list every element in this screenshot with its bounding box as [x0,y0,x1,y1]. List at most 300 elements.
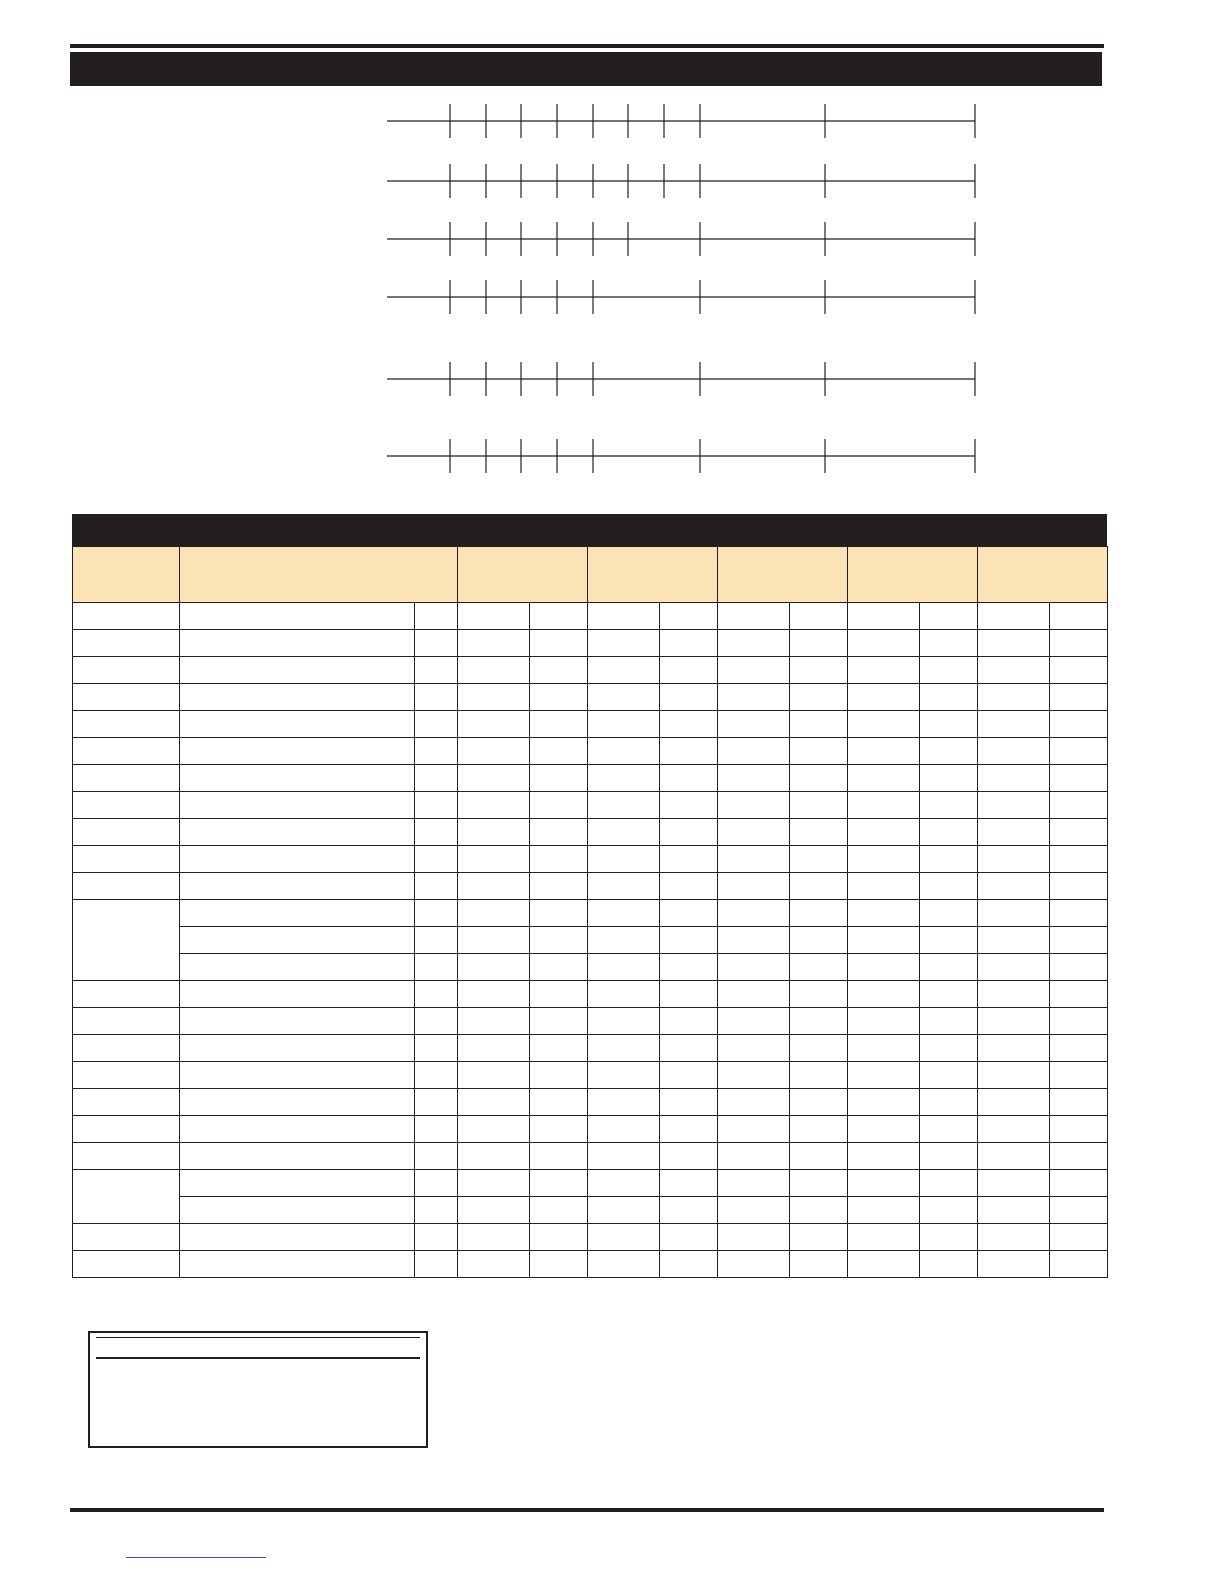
table-cell [415,846,458,873]
table-cell [1050,1116,1108,1143]
table-cell [1050,1035,1108,1062]
table-cell [718,981,790,1008]
table-cell [415,1224,458,1251]
table-cell [73,792,180,819]
table-cell [1050,1224,1108,1251]
table-cell [458,1170,530,1197]
table-cell [588,738,660,765]
table-cell [73,1224,180,1251]
table-cell [920,927,978,954]
table-cell [530,846,588,873]
table-cell [458,603,530,630]
table-row [73,684,1108,711]
table-cell [458,954,530,981]
table-cell [920,684,978,711]
table-cell [978,765,1050,792]
table-cell [415,765,458,792]
table-cell [978,981,1050,1008]
table-cell [458,765,530,792]
table-cell [530,792,588,819]
table-cell [1050,792,1108,819]
table-cell [978,1197,1050,1224]
header-cell-4 [588,547,718,603]
table-cell [848,819,920,846]
table-cell [73,873,180,900]
table-cell [920,1116,978,1143]
table-cell [458,1035,530,1062]
note-rule-top [96,1337,420,1338]
table-cell [848,846,920,873]
table-cell [415,711,458,738]
header-cell-2 [180,547,458,603]
table-cell [660,657,718,684]
table-cell [718,900,790,927]
table-cell [920,873,978,900]
table-cell [790,603,848,630]
header-cell-6 [848,547,978,603]
table-cell [718,1008,790,1035]
table-cell [415,927,458,954]
table-cell [458,981,530,1008]
table-cell [180,1062,415,1089]
table-cell [848,792,920,819]
table-cell [790,630,848,657]
table-cell [180,792,415,819]
table-cell [588,873,660,900]
table-cell [180,819,415,846]
table-cell [1050,819,1108,846]
table-cell [920,981,978,1008]
table-cell [660,1062,718,1089]
table-cell [458,819,530,846]
table-cell [978,846,1050,873]
table-row [73,954,1108,981]
table-cell [588,846,660,873]
table-cell [415,1116,458,1143]
table-cell [920,954,978,981]
table-cell [718,1251,790,1278]
table-row [73,1008,1108,1035]
table-cell [530,711,588,738]
table-cell [978,630,1050,657]
table-cell [458,1143,530,1170]
table-cell [718,1116,790,1143]
table-cell [530,738,588,765]
table-cell [180,1224,415,1251]
table-cell [588,1089,660,1116]
table-cell [978,1035,1050,1062]
table-cell [588,1224,660,1251]
table-cell [920,1035,978,1062]
table-cell [588,1143,660,1170]
table-cell [920,657,978,684]
table-row [73,603,1108,630]
table-cell [588,900,660,927]
table-cell [790,846,848,873]
table-cell [530,927,588,954]
table-row [73,1197,1108,1224]
table-cell [848,1197,920,1224]
table-cell [920,819,978,846]
table-cell [588,1251,660,1278]
table-cell [920,711,978,738]
table-cell [660,981,718,1008]
table-cell [530,873,588,900]
table-cell [790,792,848,819]
table-cell [978,927,1050,954]
table-cell [1050,846,1108,873]
table-header-row [73,547,1108,603]
table-cell [718,792,790,819]
table-cell [1050,684,1108,711]
table-cell [848,1170,920,1197]
table-cell [660,819,718,846]
table-cell [73,657,180,684]
table-cell [73,846,180,873]
note-box [88,1331,428,1448]
table-cell [790,954,848,981]
table-cell [588,630,660,657]
table-cell [588,765,660,792]
table-cell [790,1062,848,1089]
table-cell [660,711,718,738]
table-cell [790,873,848,900]
table-cell [458,1224,530,1251]
data-table [72,546,1108,1278]
table-cell [180,1008,415,1035]
table-cell [978,684,1050,711]
page-title-bar [70,52,1102,86]
table-cell [978,819,1050,846]
table-cell [458,684,530,711]
table-cell [530,1170,588,1197]
table-row [73,792,1108,819]
table-cell [848,1035,920,1062]
table-cell [848,1251,920,1278]
table-cell [718,603,790,630]
table-cell [790,1116,848,1143]
table-row [73,1170,1108,1197]
table-row [73,927,1108,954]
table-cell [790,1251,848,1278]
table-row [73,738,1108,765]
table-cell [790,738,848,765]
table-cell [588,819,660,846]
table-cell [1050,900,1108,927]
table-cell [978,1008,1050,1035]
table-cell [530,900,588,927]
table-cell [978,1062,1050,1089]
table-cell [73,1035,180,1062]
table-cell [1050,765,1108,792]
table-cell [848,657,920,684]
table-cell [660,1170,718,1197]
table-cell [790,711,848,738]
table-cell [1050,1062,1108,1089]
table-cell [978,738,1050,765]
table-cell [660,1143,718,1170]
table-cell [660,1251,718,1278]
table-cell [73,1143,180,1170]
table-cell [660,1089,718,1116]
table-cell [588,1116,660,1143]
table-cell [660,1224,718,1251]
table-row [73,1143,1108,1170]
table-cell [415,1251,458,1278]
table-cell [458,1251,530,1278]
table-cell [458,873,530,900]
table-cell [718,765,790,792]
bottom-rule [70,1508,1104,1512]
table-cell [978,792,1050,819]
table-cell [978,1224,1050,1251]
table-cell [920,792,978,819]
table-cell [415,1062,458,1089]
table-cell [588,603,660,630]
table-row [73,1224,1108,1251]
table-cell [73,738,180,765]
table-cell [73,1062,180,1089]
table-cell [920,1197,978,1224]
table-cell [848,630,920,657]
table-cell [415,684,458,711]
table-cell [978,873,1050,900]
table-cell [978,1170,1050,1197]
table-cell [180,1035,415,1062]
table-cell [415,630,458,657]
table-cell [458,792,530,819]
table-cell [1050,981,1108,1008]
table-cell [530,981,588,1008]
table-cell [920,1062,978,1089]
table-cell [718,1089,790,1116]
table-cell [588,1008,660,1035]
table-cell [790,900,848,927]
note-rule-bottom [96,1357,420,1359]
table-cell [848,927,920,954]
table-cell [848,765,920,792]
table-cell [180,765,415,792]
table-row [73,873,1108,900]
table-cell [920,1089,978,1116]
table-cell [458,711,530,738]
table-cell [415,900,458,927]
table-cell [415,603,458,630]
table-cell [978,1116,1050,1143]
table-cell [180,927,415,954]
table-row [73,819,1108,846]
table-row [73,1251,1108,1278]
table-cell [458,1062,530,1089]
table-cell [415,657,458,684]
table-cell [530,954,588,981]
table-cell [180,1143,415,1170]
table-cell [588,1062,660,1089]
table-cell [180,981,415,1008]
table-row [73,1116,1108,1143]
table-cell [718,1224,790,1251]
table-cell [458,1197,530,1224]
table-row [73,846,1108,873]
header-cell-7 [978,547,1108,603]
table-cell [180,1089,415,1116]
table-cell [73,630,180,657]
table-cell [660,1116,718,1143]
table-cell [660,684,718,711]
table-cell [718,819,790,846]
table-cell [73,711,180,738]
table-cell [530,1224,588,1251]
table-cell [790,927,848,954]
table-cell [1050,927,1108,954]
table-cell [790,981,848,1008]
table-cell [978,711,1050,738]
table-row [73,1089,1108,1116]
table-row [73,765,1108,792]
table-cell [415,1197,458,1224]
table-cell [530,1197,588,1224]
table-cell [530,1143,588,1170]
table-cell [660,738,718,765]
table-cell [530,630,588,657]
table-cell [848,954,920,981]
table-cell [790,684,848,711]
table-cell [920,1224,978,1251]
table-cell [415,954,458,981]
table-cell [180,1170,415,1197]
table-cell [718,1197,790,1224]
table-cell [530,1008,588,1035]
table-cell [1050,873,1108,900]
table-cell [588,1197,660,1224]
table-cell [180,900,415,927]
table-row [73,630,1108,657]
table-cell [73,1116,180,1143]
table-cell [848,873,920,900]
table-cell [1050,630,1108,657]
table-cell [790,1224,848,1251]
table-cell [180,1251,415,1278]
table-cell [73,819,180,846]
table-cell [920,1251,978,1278]
table-cell [180,954,415,981]
table-cell [1050,1170,1108,1197]
table-cell [588,927,660,954]
table-cell [790,765,848,792]
table-cell [458,1089,530,1116]
table-row [73,657,1108,684]
table-cell [718,927,790,954]
table-cell [920,1008,978,1035]
table-cell [1050,603,1108,630]
table-cell [458,657,530,684]
table-cell [920,603,978,630]
table-cell [848,1062,920,1089]
table-cell [660,630,718,657]
table-cell [415,792,458,819]
table-cell [588,954,660,981]
table-cell [790,657,848,684]
table-cell [458,1008,530,1035]
table-cell [180,657,415,684]
table-cell [1050,1197,1108,1224]
table-cell [1050,1008,1108,1035]
footer-link-underline[interactable] [126,1557,266,1558]
table-cell [415,1008,458,1035]
table-cell [588,684,660,711]
table-cell [790,1089,848,1116]
table-cell [718,954,790,981]
table-cell [73,900,180,981]
table-cell [415,1035,458,1062]
table-cell [718,846,790,873]
table-cell [920,738,978,765]
table-cell [790,819,848,846]
table-cell [660,765,718,792]
table-cell [660,873,718,900]
table-cell [790,1035,848,1062]
table-cell [530,819,588,846]
table-cell [458,1116,530,1143]
table-cell [458,900,530,927]
table-cell [458,846,530,873]
table-cell [588,792,660,819]
table-cell [660,1008,718,1035]
table-cell [73,1170,180,1224]
table-cell [530,603,588,630]
table-cell [180,603,415,630]
table-cell [73,1008,180,1035]
table-cell [978,603,1050,630]
table-cell [530,1251,588,1278]
table-cell [790,1143,848,1170]
table-cell [848,1008,920,1035]
table-cell [415,1170,458,1197]
table-title-bar [72,514,1107,546]
table-cell [1050,738,1108,765]
table-cell [660,954,718,981]
table-cell [718,1035,790,1062]
table-cell [588,657,660,684]
table-cell [530,1062,588,1089]
table-cell [1050,657,1108,684]
table-cell [718,684,790,711]
table-cell [588,1170,660,1197]
table-cell [180,1197,415,1224]
table-cell [1050,1251,1108,1278]
table-cell [978,1251,1050,1278]
table-cell [848,1116,920,1143]
table-cell [660,603,718,630]
table-cell [415,738,458,765]
table-cell [848,684,920,711]
table-cell [790,1008,848,1035]
table-cell [588,1035,660,1062]
table-cell [848,1224,920,1251]
table-cell [1050,1143,1108,1170]
table-cell [415,819,458,846]
table-cell [530,1116,588,1143]
table-row [73,1062,1108,1089]
header-cell-5 [718,547,848,603]
table-cell [718,657,790,684]
table-cell [415,981,458,1008]
table-cell [660,900,718,927]
table-cell [848,738,920,765]
table-cell [73,684,180,711]
table-cell [920,765,978,792]
table-cell [718,738,790,765]
